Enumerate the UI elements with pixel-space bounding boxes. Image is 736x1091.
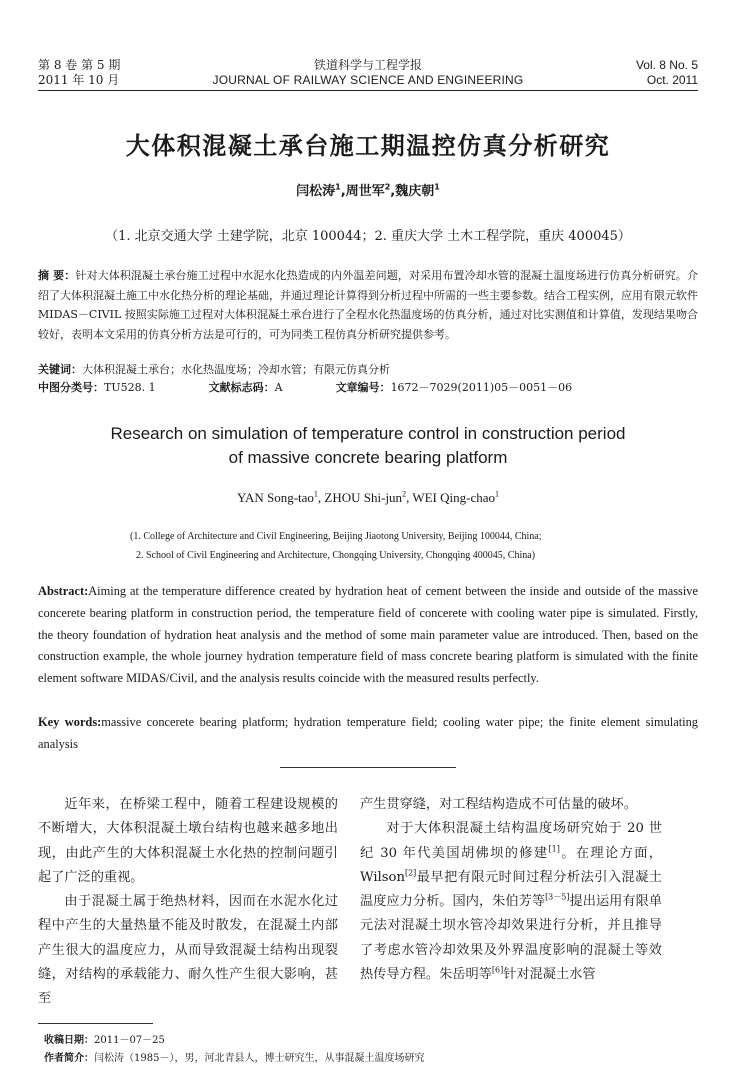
vol-no-en: Vol. 8 No. 5 [635, 58, 698, 72]
journal-name [38, 58, 698, 88]
author-3-cn: 魏庆朝 [395, 184, 435, 199]
classification-row [38, 380, 572, 395]
author-1-affil-mark: 1 [335, 182, 341, 192]
article-no-label: 文章编号： [335, 381, 391, 394]
date-cn: 2011 年 10 月 [38, 73, 120, 87]
article-no-value: 1672－7029(2011)05－0051－06 [390, 381, 573, 394]
paragraph [360, 817, 662, 987]
author-1-en: YAN Song-tao [237, 490, 314, 505]
author-bio-value: 闫松涛（1985－），男，河北青县人，博士研究生，从事混凝土温度场研究 [94, 1053, 425, 1064]
volume-issue-cn: 第 8 卷 第 5 期 [38, 58, 121, 72]
paper-title-en-line2: of massive concrete bearing platform [228, 448, 508, 467]
affiliation-en [130, 528, 542, 565]
text-run: 最早把有限元时间过程分析法引入混凝土温度应力分析。国内，朱伯芳等 [360, 869, 662, 910]
text-run: 。在理论方面，Wilson [360, 845, 662, 885]
journal-name-cn: 铁道科学与工程学报 [313, 58, 422, 72]
doc-code-value: A [274, 381, 283, 394]
doc-code-label: 文献标志码： [208, 381, 275, 394]
section-divider [280, 767, 456, 768]
date-en: Oct. 2011 [646, 73, 698, 87]
citation-ref: [1] [548, 844, 560, 854]
authors-cn: 闫松涛$^1$,周世军$^2$,魏庆朝$^1$ [296, 182, 440, 199]
author-bio-label: 作者简介： [44, 1053, 94, 1064]
text-run: 提出运用有限单元法对混凝土坝水管冷却效果进行分析，并且推导了考虑水管冷却效果及外界温度影响的混凝土等效热传导方程。朱岳明等 [360, 894, 663, 983]
footnote-author [44, 1051, 424, 1066]
paragraph: 产生贯穿缝，对工程结构造成不可估量的破坏。 [360, 797, 637, 812]
affiliation-en-line2: 2. School of Civil Engineering and Architecture, Chongqing University, Chongqing 400045, China) [136, 549, 536, 561]
clc-label: 中图分类号： [38, 381, 104, 394]
text-run: 对于大体积混凝土结构温度场研究始于 20 世纪 30 年代美国胡佛坝的修建 [360, 821, 662, 861]
author-3-affil-mark: 1 [434, 182, 440, 192]
keywords-en [38, 712, 698, 756]
citation-ref: [6] [491, 965, 504, 975]
body-column-right [360, 793, 662, 987]
paper-title-en [0, 422, 736, 470]
citation-ref: [3－5] [545, 892, 570, 902]
author-2-en-affil-mark: 2 [402, 489, 407, 499]
abstract-cn [38, 266, 698, 344]
abstract-en [38, 581, 698, 690]
author-2-affil-mark: 2 [384, 182, 391, 192]
author-1-en-affil-mark: 1 [313, 489, 318, 499]
affiliation-cn: （1. 北京交通大学 土建学院，北京 100044；2. 重庆大学 土木工程学院，重庆 400045） [105, 229, 631, 244]
header-rule [38, 90, 698, 91]
keywords-cn-text: 大体积混凝土承台；水化热温度场；冷却水管；有限元仿真分析 [82, 363, 390, 376]
text-run: 针对混凝土水管 [503, 967, 596, 983]
keywords-cn [38, 361, 698, 378]
abstract-en-label: Abstract: [38, 584, 89, 598]
authors-en: YAN Song-tao$^1$, ZHOU Shi-jun$^2$, WEI Qing-chao$^1$ [237, 489, 499, 505]
abstract-cn-label: 摘 要： [38, 269, 76, 282]
citation-ref: [2] [404, 868, 417, 878]
journal-header [38, 58, 698, 92]
journal-name-en: JOURNAL OF RAILWAY SCIENCE AND ENGINEERING [212, 73, 524, 87]
keywords-en-label: Key words: [38, 715, 102, 729]
paragraph: 由于混凝土属于绝热材料，因而在水泥水化过程中产生的大量热量不能及时散发，在混凝土内部产生很大的温度应力，从而导致混凝土结构出现裂缝，对结构的承载能力、耐久性产生很大影响，甚至 [38, 894, 338, 1007]
abstract-en-text: Aiming at the temperature difference created by hydration heat of cement between the inside and outside of the massive concerete bearing platform in construction period, the temperature field of concerete with cooling water pipe is simulated. Firstly, the theory foundation of hydration heat analysis and the method of some main parameter value are introduced. Then, based on the construction example, the whole journey hydration temperature field of mass concrete bearing platform is simulated with the finite element software MIDAS/Civil, and the analysis results coincide with the measured results perfectly. [38, 584, 698, 686]
received-label: 收稿日期： [44, 1035, 94, 1046]
paper-title-cn: 大体积混凝土承台施工期温控仿真分析研究 [125, 132, 611, 160]
author-2-cn: 周世军 [345, 184, 385, 199]
keywords-en-text: massive concerete bearing platform; hydration temperature field; cooling water pipe; the finite element simulating analysis [38, 715, 698, 751]
footnote-received [44, 1033, 165, 1048]
author-3-en: WEI Qing-chao [412, 490, 495, 505]
author-1-cn: 闫松涛 [296, 184, 336, 199]
body-column-left [38, 793, 338, 1012]
author-2-en: ZHOU Shi-jun [324, 490, 403, 505]
clc-value: TU528. 1 [104, 381, 156, 394]
author-3-en-affil-mark: 1 [495, 489, 499, 499]
footnote-rule [38, 1023, 153, 1024]
received-value: 2011－07－25 [94, 1035, 165, 1046]
affiliation-en-line1: (1. College of Architecture and Civil Engineering, Beijing Jiaotong University, Beijing 100044, China; [130, 531, 542, 542]
keywords-cn-label: 关键词： [38, 363, 82, 376]
paragraph: 近年来，在桥梁工程中，随着工程建设规模的不断增大，大体积混凝土墩台结构也越来越多地出现，由此产生的大体积混凝土水化热的控制问题引起了广泛的重视。 [38, 797, 338, 885]
abstract-cn-text: 针对大体积混凝土承台施工过程中水泥水化热造成的内外温差问题，对采用布置冷却水管的混凝土温度场进行仿真分析研究。介绍了大体积混凝土施工中水化热分析的理论基础，并通过理论计算得到分析过程中所需的一些主要参数。结合工程实例，应用有限元软件 MIDAS－CIVIL 按照实际施工过程对大体积混凝土承台进行了全程水化热温度场的仿真分析，通过对比实测值和计算值，发现结果吻合较好，表明本文采用的仿真分析方法是可行的，可为同类工程仿真分析研究提供参考。 [38, 269, 698, 341]
paper-title-en-line1: Research on simulation of temperature control in construction period [110, 424, 626, 443]
volume-issue-en [636, 58, 698, 88]
